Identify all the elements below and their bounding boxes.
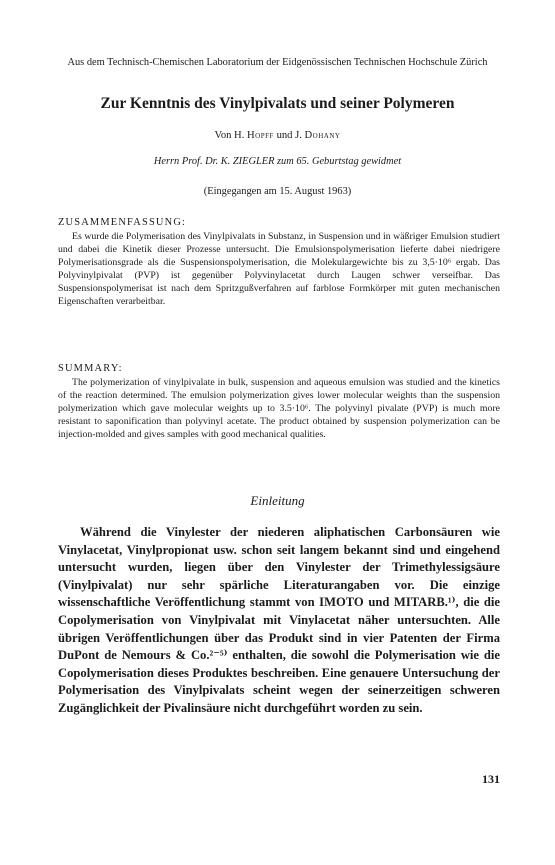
page-number: 131 [482, 772, 500, 786]
introduction-body [58, 524, 500, 718]
author-hopff: Hopff [247, 130, 274, 141]
zusammenfassung-abstract [58, 231, 500, 308]
zusammenfassung-text: Es wurde die Polymerisation des Vinylpivalats in Substanz, in Suspension und in wäßriger Emulsion studiert und dabei die Kinetik dieser Prozesse untersucht. Die Emulsionspolymerisation lieferte dabei niedrigere Polymerisationsgrade als die Suspensionspolymerisation, die Molekulargewichte bis zu 3,5·10⁶ ergab. Das Polyvinylpivalat (PVP) ist gegenüber Polyvinylacetat durch Laugen schwer verseifbar. Das Suspensionspolymerisat ist nach dem Spritzgußverfahren auf farblose Formkörper mit guten mechanischen Eigenschaften verarbeitbar. [58, 231, 500, 307]
authors-middle: und J. [276, 130, 302, 141]
zusammenfassung-heading: ZUSAMMENFASSUNG: [58, 217, 187, 228]
section-title-einleitung: Einleitung [250, 493, 305, 508]
article-title: Zur Kenntnis des Vinylpivalats und seiner Polymeren [100, 95, 455, 112]
summary-heading: SUMMARY: [58, 363, 123, 374]
author-dohany: Dohany [304, 130, 341, 141]
authors-prefix: Von H. [214, 130, 245, 141]
introduction-paragraph: Während die Vinylester der niederen aliphatischen Carbonsäuren wie Vinylacetat, Vinylpropionat usw. schon seit langem bekannt sind und eingehend untersucht wurden, liegen über den Vinylester der Trimethylessigsäure (Vinylpivalat) nur sehr spärliche Literaturangaben vor. Die einzige wissenschaftliche Veröffentlichung stammt von IMOTO und MITARB.¹⁾, die die Copolymerisation von Vinylpivalat mit Vinylacetat näher untersuchten. Alle übrigen Veröffentlichungen über das Produkt sind in vier Patenten der Firma DuPont de Nemours & Co.²⁻⁵⁾ enthalten, die sowohl die Polymerisation wie die Copolymerisation dieses Produktes beschreiben. Eine genauere Untersuchung der Polymerisation des Vinylpivalats scheint wegen der seinerzeitigen schweren Zugänglichkeit der Pivalinsäure nicht durchgeführt worden zu sein. [58, 525, 500, 715]
summary-text: The polymerization of vinylpivalate in bulk, suspension and aqueous emulsion was studied and the kinetics of the reaction determined. The emulsion polymerization gives lower molecular weights than the suspension polymerization which gave molecular weights up to 3.5·10⁶. The polyvinyl pivalate (PVP) is much more resistant to saponification than polyvinyl acetate. The product obtained by suspension polymerization can be injection-molded and gives samples with good mechanical qualities. [58, 377, 500, 440]
author-line [60, 129, 495, 143]
received-date: (Eingegangen am 15. August 1963) [203, 186, 352, 197]
institution-line: Aus dem Technisch-Chemischen Laboratorium der Eidgenössischen Technischen Hochschule Zürich [67, 57, 488, 68]
summary-abstract [58, 377, 500, 442]
dedication: Herrn Prof. Dr. K. ZIEGLER zum 65. Geburtstag gewidmet [153, 156, 402, 167]
